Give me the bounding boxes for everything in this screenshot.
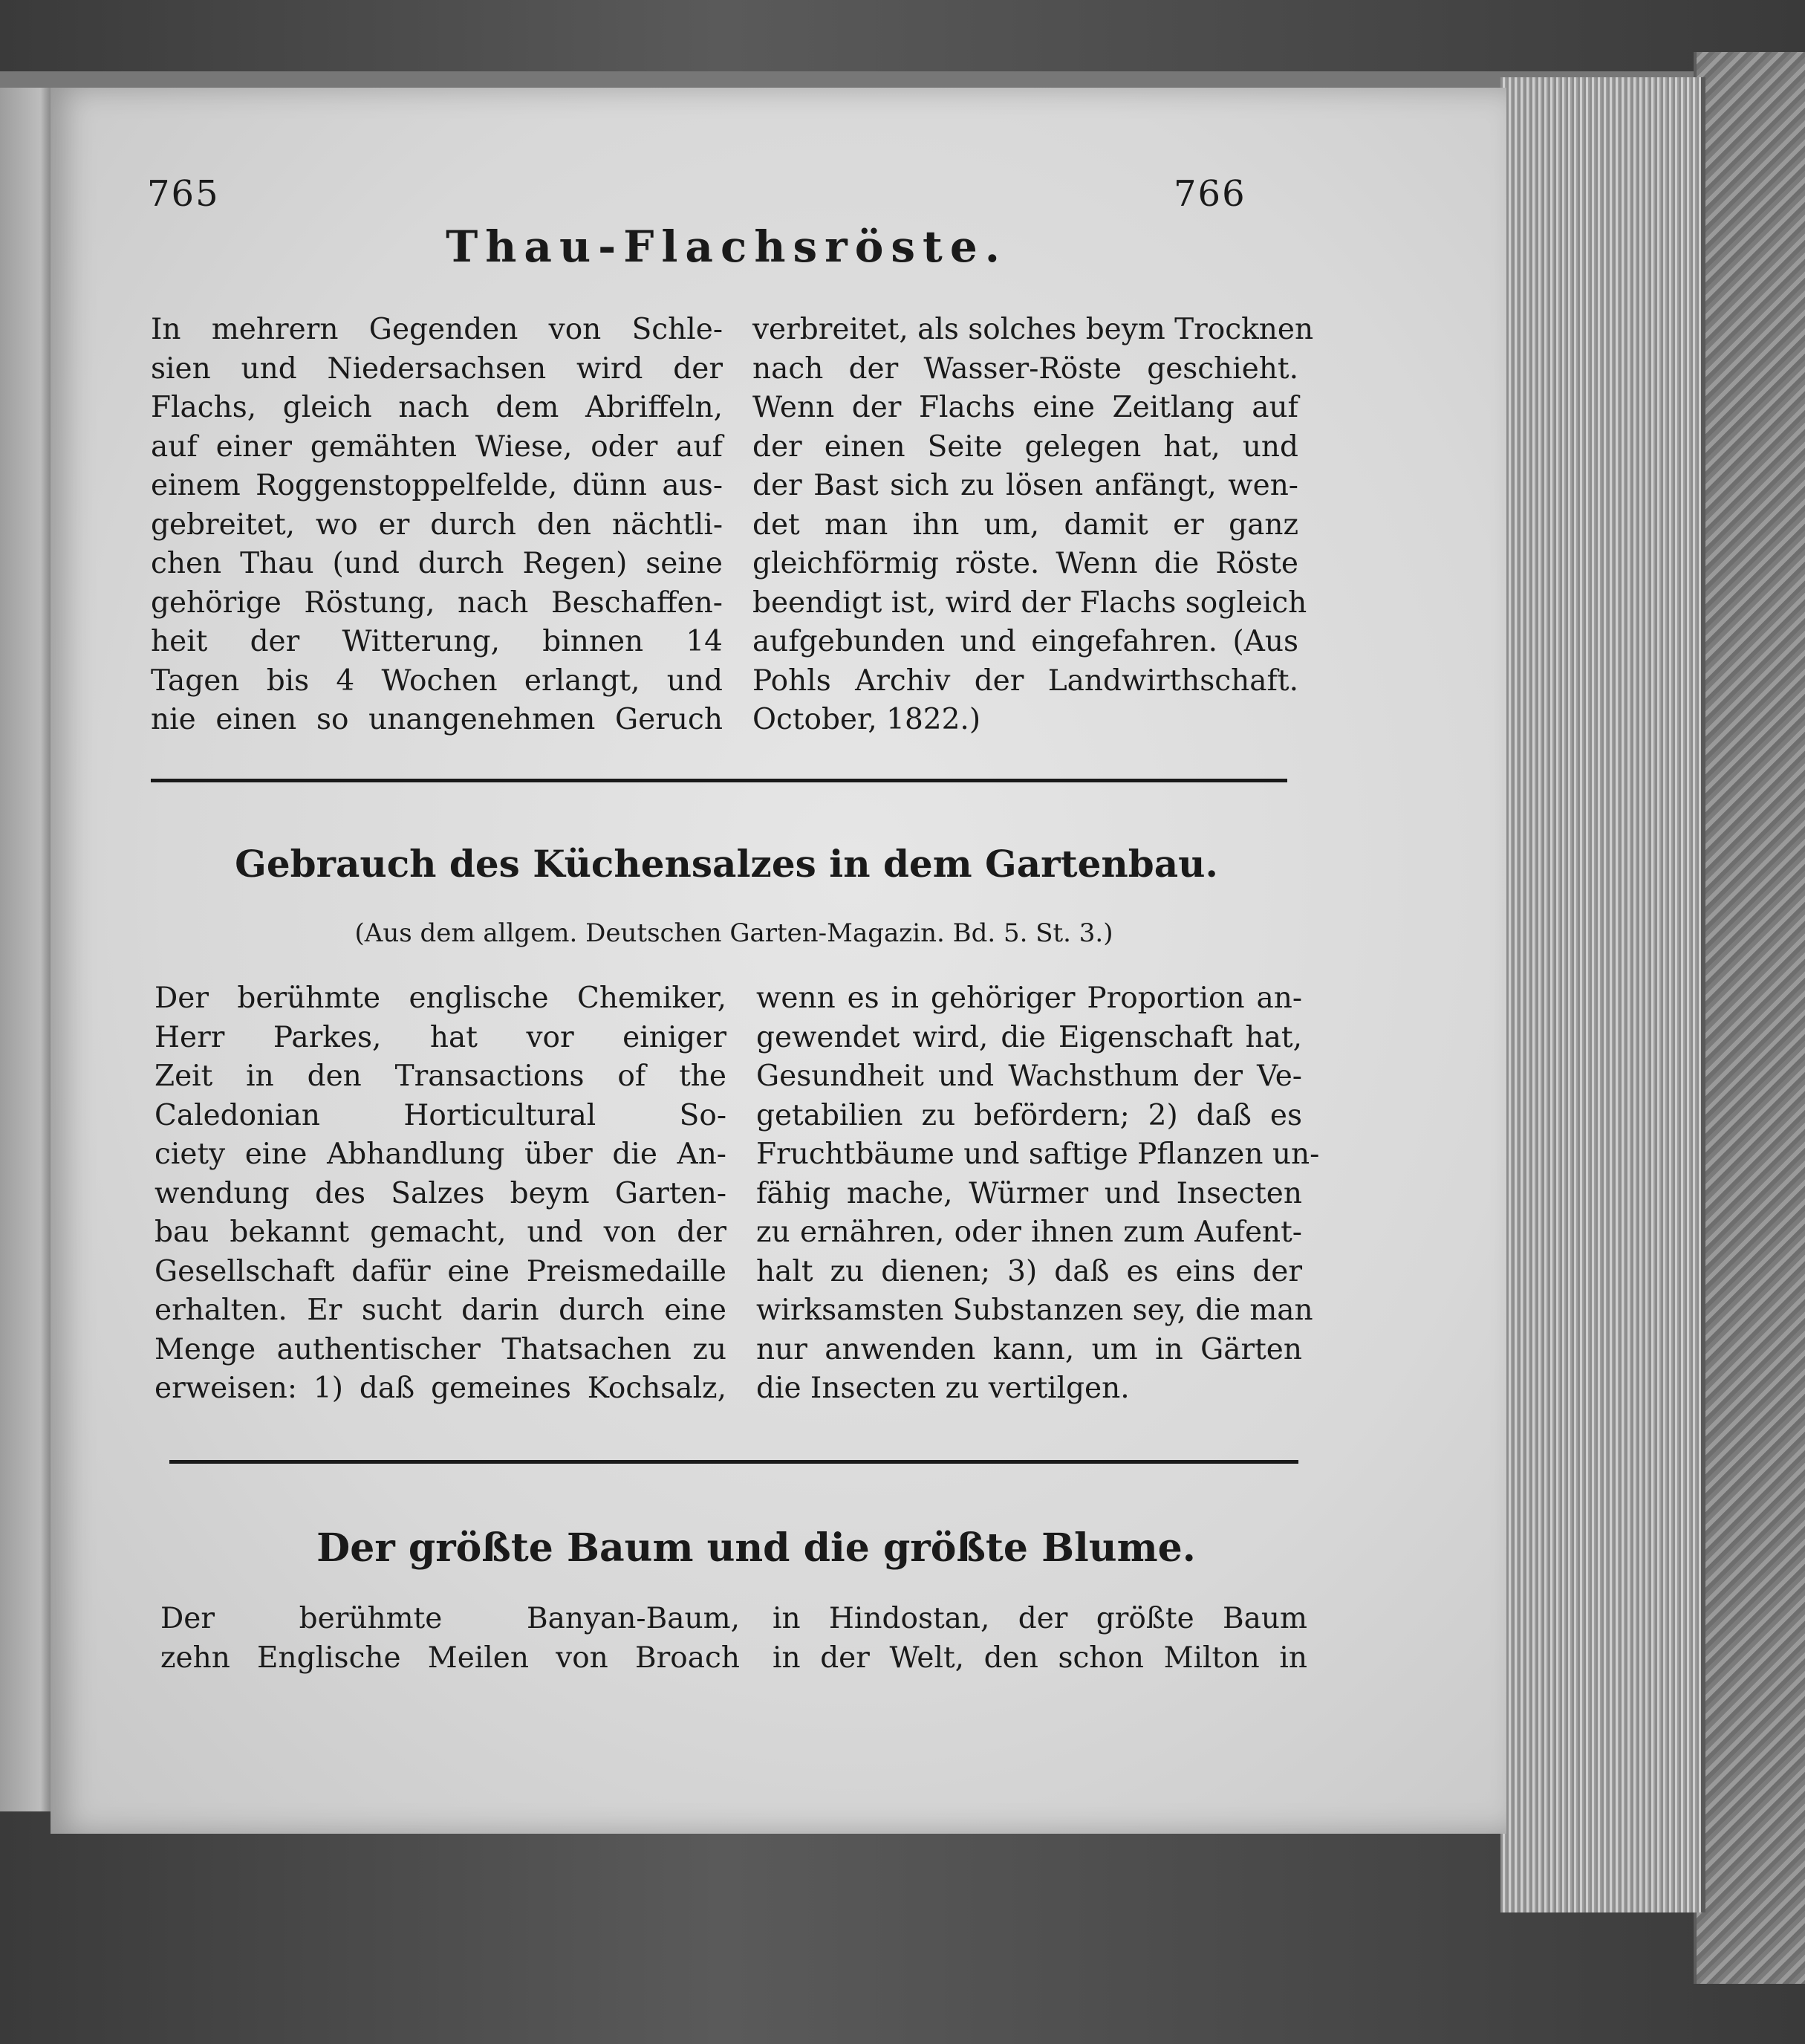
text-line: aufgebunden und eingefahren. (Aus — [752, 625, 1298, 658]
text-line: der Bast sich zu lösen anfängt, wen- — [752, 469, 1298, 502]
text-line: Gesundheit und Wachsthum der Ve- — [756, 1060, 1302, 1093]
page-number-right: 766 — [1174, 173, 1246, 215]
text-line: sien und Niedersachsen wird der — [151, 351, 723, 386]
text-line: Gesellschaft dafür eine Preismedaille — [155, 1254, 726, 1288]
text-line: Wenn der Flachs eine Zeitlang auf — [752, 391, 1298, 424]
text-line: gebreitet, wo er durch den nächtli- — [151, 507, 723, 542]
text-line: Flachs, gleich nach dem Abriffeln, — [151, 391, 723, 424]
text-line: Pohls Archiv der Landwirthschaft. — [752, 664, 1298, 698]
text-line: chen Thau (und durch Regen) seine — [151, 547, 723, 580]
section-2-right-column — [756, 979, 1320, 1409]
text-line: halt zu dienen; 3) daß es eins der — [756, 1254, 1302, 1288]
text-line: nie einen so unangenehmen Geruch — [151, 703, 723, 736]
text-line: gehörige Röstung, nach Beschaffen- — [151, 585, 723, 620]
text-line: Caledonian Horticultural So- — [155, 1098, 726, 1132]
text-line: heit der Witterung, binnen 14 — [151, 625, 723, 658]
text-line: zehn Englische Meilen von Broach — [160, 1641, 740, 1675]
text-line: wendung des Salzes beym Garten- — [155, 1176, 726, 1210]
section-3-title: Der größte Baum und die größte Blume. — [316, 1525, 1196, 1571]
text-line: gewendet wird, die Eigenschaft hat, — [756, 1020, 1302, 1054]
text-line: Fruchtbäume und saftige Pflanzen un- — [756, 1138, 1320, 1171]
text-line: bau bekannt gemacht, und von der — [155, 1216, 726, 1249]
text-line: Der berühmte Banyan-Baum, — [160, 1602, 740, 1635]
text-line: fähig mache, Würmer und Insecten — [756, 1176, 1302, 1210]
text-line: ciety eine Abhandlung über die An- — [155, 1138, 726, 1171]
text-line: Tagen bis 4 Wochen erlangt, und — [151, 664, 723, 698]
text-line: auf einer gemähten Wiese, oder auf — [151, 429, 723, 464]
text-line: det man ihn um, damit er ganz — [752, 507, 1298, 542]
text-line: Menge authentischer Thatsachen zu — [155, 1332, 726, 1366]
page-number-left: 765 — [147, 173, 220, 215]
section-2-subtitle: (Aus dem allgem. Deutschen Garten-Magazin. Bd. 5. St. 3.) — [354, 918, 1113, 948]
text-line: gleichförmig röste. Wenn die Röste — [752, 547, 1298, 580]
page-block-fore-edge — [1500, 77, 1705, 1912]
book-cover-marbled-board — [1694, 52, 1805, 1984]
text-line: erhalten. Er sucht darin durch eine — [155, 1294, 726, 1327]
text-line: getabilien zu befördern; 2) daß es — [756, 1098, 1302, 1132]
text-line: Herr Parkes, hat vor einiger — [155, 1020, 726, 1054]
section-3-right-column — [773, 1600, 1307, 1678]
section-1-left-column — [151, 311, 723, 740]
section-divider-rule — [169, 1460, 1298, 1464]
text-line: Der berühmte englische Chemiker, — [155, 982, 726, 1015]
text-line: beendigt ist, wird der Flachs sogleich — [752, 585, 1307, 620]
section-1-title: Thau-Flachsröste. — [446, 221, 1007, 272]
text-line: nur anwenden kann, um in Gärten — [756, 1332, 1302, 1366]
section-2-left-column — [155, 979, 726, 1409]
book-page — [51, 88, 1506, 1834]
text-line: wirksamsten Substanzen sey, die man — [756, 1294, 1313, 1327]
text-line: In mehrern Gegenden von Schle- — [151, 313, 723, 346]
text-line: wenn es in gehöriger Proportion an- — [756, 982, 1302, 1015]
text-line: October, 1822.) — [752, 703, 981, 736]
section-1-right-column — [752, 311, 1314, 740]
section-2-title: Gebrauch des Küchensalzes in dem Gartenbau. — [235, 842, 1218, 886]
text-line: verbreitet, als solches beym Trocknen — [752, 313, 1314, 346]
text-line: in Hindostan, der größte Baum — [773, 1602, 1307, 1635]
text-line: erweisen: 1) daß gemeines Kochsalz, — [155, 1372, 726, 1405]
text-line: Zeit in den Transactions of the — [155, 1060, 726, 1093]
text-line: in der Welt, den schon Milton in — [773, 1641, 1307, 1675]
section-3-left-column — [160, 1600, 740, 1678]
text-line: nach der Wasser-Röste geschieht. — [752, 351, 1298, 386]
text-line: der einen Seite gelegen hat, und — [752, 429, 1298, 464]
section-divider-rule — [151, 779, 1287, 782]
text-line: zu ernähren, oder ihnen zum Aufent- — [756, 1216, 1302, 1249]
text-line: die Insecten zu vertilgen. — [756, 1372, 1130, 1405]
text-line: einem Roggenstoppelfelde, dünn aus- — [151, 469, 723, 502]
